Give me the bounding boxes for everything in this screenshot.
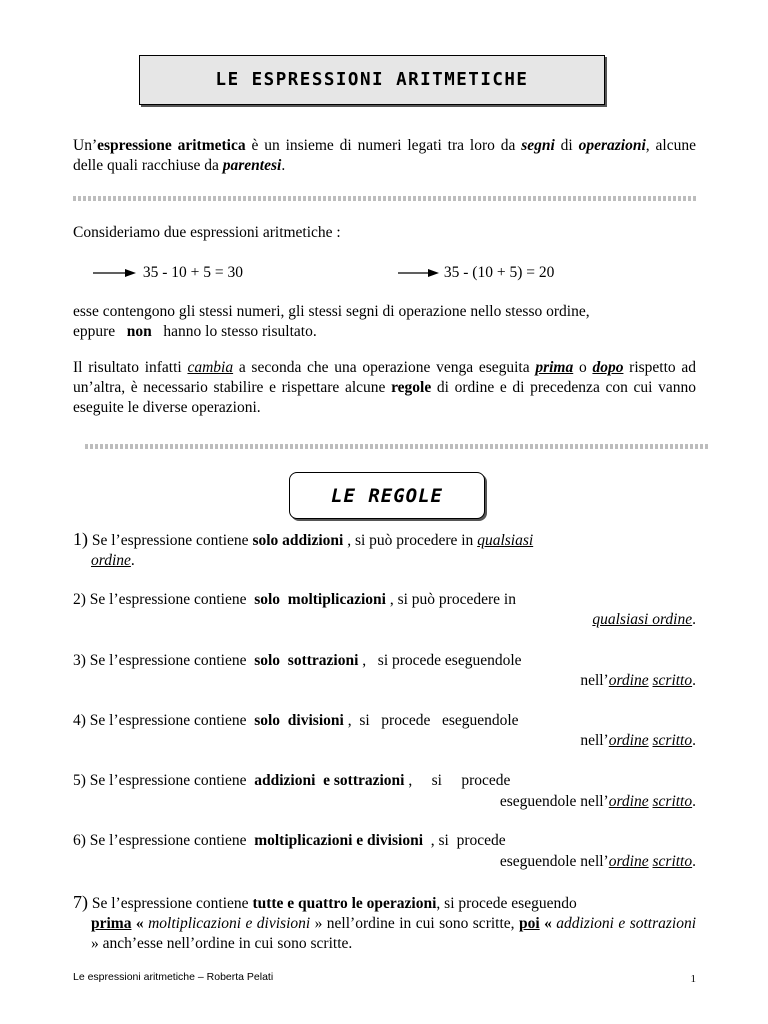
rule-1 xyxy=(73,529,696,571)
rule-2 xyxy=(73,590,696,610)
rule-text: 3) Se l’espressione contiene xyxy=(73,652,255,669)
rule-term: solo sottrazioni xyxy=(254,652,359,669)
rule-term: addizioni e sottrazioni xyxy=(254,772,405,789)
consider-text: Consideriamo due espressioni aritmetiche : xyxy=(73,224,341,241)
intro-text: , alcune delle quali racchiuse da xyxy=(73,137,696,174)
rule-term-prima: prima xyxy=(91,915,132,932)
rule-term: solo divisioni xyxy=(254,712,344,729)
arrow-right-icon xyxy=(93,268,137,278)
rule-text: . xyxy=(692,611,696,628)
rule-emphasis: qualsiasi xyxy=(477,532,534,549)
rule-text: , si procede xyxy=(423,832,506,849)
term-prima: prima xyxy=(535,359,574,376)
rule-text: nell’ xyxy=(580,732,609,749)
term-cambia: cambia xyxy=(187,359,234,376)
page-title: LE ESPRESSIONI ARITMETICHE xyxy=(139,55,605,105)
rule-6-continuation xyxy=(73,852,696,872)
rule-term: solo moltiplicazioni xyxy=(254,591,386,608)
term-non: non xyxy=(126,323,152,340)
rule-text: « xyxy=(131,915,149,932)
result-text: a seconda che una operazione venga eseguita xyxy=(233,359,536,376)
rule-text: . xyxy=(692,672,696,689)
term-regole: regole xyxy=(391,379,432,396)
rule-emphasis: scritto xyxy=(652,853,693,870)
term-operazioni: operazioni xyxy=(578,137,646,154)
intro-text: è un insieme di numeri legati tra loro da xyxy=(245,137,522,154)
rule-text: nell’ xyxy=(580,672,609,689)
rule-term: solo addizioni xyxy=(252,532,344,549)
rule-text: » nell’ordine in cui sono scritte, xyxy=(310,915,519,932)
rule-emphasis: ordine xyxy=(91,552,131,569)
page-number: 1 xyxy=(690,973,696,985)
intro-text: Un’ xyxy=(73,137,98,154)
rule-number: 7) xyxy=(73,892,88,912)
expression-1-text: 35 - 10 + 5 = 30 xyxy=(142,264,244,281)
rule-emphasis: moltiplicazioni e divisioni xyxy=(148,915,311,932)
rule-emphasis: addizioni e sottrazioni xyxy=(556,915,697,932)
rule-5 xyxy=(73,771,696,791)
rule-text: « xyxy=(539,915,552,932)
rule-text: , si può procedere in xyxy=(385,591,516,608)
same-line-1: esse contengono gli stessi numeri, gli stessi segni di operazione nello stesso ordine, xyxy=(73,303,590,320)
rule-emphasis: ordine xyxy=(608,793,649,810)
rule-text: eseguendole nell’ xyxy=(499,793,609,810)
rule-emphasis: qualsiasi ordine xyxy=(592,611,693,628)
term-parentesi: parentesi xyxy=(222,157,282,174)
divider xyxy=(85,444,708,449)
rule-6 xyxy=(73,831,696,851)
rule-text: , si può procedere in xyxy=(343,532,478,549)
rule-term: moltiplicazioni e divisioni xyxy=(254,832,424,849)
result-text: di ordine e di precedenza con cui vanno eseguite le diverse operazioni. xyxy=(73,379,697,416)
rule-2-continuation xyxy=(73,610,696,630)
rule-text: . xyxy=(692,793,696,810)
expression-1 xyxy=(93,263,243,283)
result-text: Il risultato infatti xyxy=(73,359,188,376)
rule-7 xyxy=(73,892,696,954)
rule-emphasis: ordine xyxy=(608,672,649,689)
rule-text: , si procede eseguendole xyxy=(343,712,519,729)
result-text: rispetto ad un’altra, è necessario stabilire e rispettare alcune xyxy=(73,359,696,396)
intro-text: di xyxy=(554,137,579,154)
rule-text: , si procede eseguendole xyxy=(358,652,522,669)
rule-number: 1) xyxy=(73,529,88,549)
rule-emphasis: scritto xyxy=(652,732,693,749)
intro-paragraph xyxy=(73,136,696,176)
rule-text: 2) Se l’espressione contiene xyxy=(73,591,255,608)
rule-text: 4) Se l’espressione contiene xyxy=(73,712,255,729)
rule-text: . xyxy=(692,853,696,870)
rule-term: tutte e quattro le operazioni xyxy=(252,895,437,912)
rule-text: » anch’esse nell’ordine in cui sono scritte. xyxy=(91,935,353,952)
term-dopo: dopo xyxy=(592,359,624,376)
footer-text: Le espressioni aritmetiche – Roberta Pelati xyxy=(73,971,274,983)
expression-2-text: 35 - (10 + 5) = 20 xyxy=(443,264,555,281)
arrow-right-icon xyxy=(398,268,440,278)
divider xyxy=(73,196,698,201)
term-espressione: espressione aritmetica xyxy=(97,137,246,154)
term-segni: segni xyxy=(521,137,555,154)
rule-text: Se l’espressione contiene xyxy=(88,895,253,912)
rule-4 xyxy=(73,711,696,731)
result-text: o xyxy=(573,359,593,376)
rule-text: eseguendole nell’ xyxy=(499,853,609,870)
same-text: hanno lo stesso risultato. xyxy=(151,323,317,340)
result-paragraph xyxy=(73,358,696,418)
rule-term-poi: poi xyxy=(518,915,540,932)
rule-text: , si procede eseguendo xyxy=(436,895,577,912)
same-text: eppure xyxy=(73,323,127,340)
same-paragraph xyxy=(73,302,696,342)
rule-emphasis: ordine xyxy=(608,732,649,749)
rule-text: . xyxy=(692,732,696,749)
rule-text: 5) Se l’espressione contiene xyxy=(73,772,255,789)
rule-text: 6) Se l’espressione contiene xyxy=(73,832,255,849)
rule-4-continuation xyxy=(73,731,696,751)
rule-emphasis: scritto xyxy=(652,793,693,810)
page-footer xyxy=(73,967,696,987)
rule-text: . xyxy=(130,552,135,569)
intro-text: . xyxy=(281,157,286,174)
rule-emphasis: scritto xyxy=(652,672,693,689)
expression-2 xyxy=(398,263,554,283)
rule-emphasis: ordine xyxy=(608,853,649,870)
rules-heading: LE REGOLE xyxy=(289,472,485,519)
rule-3-continuation xyxy=(73,671,696,691)
rule-3 xyxy=(73,651,696,671)
rule-text: , si procede xyxy=(404,772,511,789)
rule-text: Se l’espressione contiene xyxy=(88,532,253,549)
rule-5-continuation xyxy=(73,792,696,812)
